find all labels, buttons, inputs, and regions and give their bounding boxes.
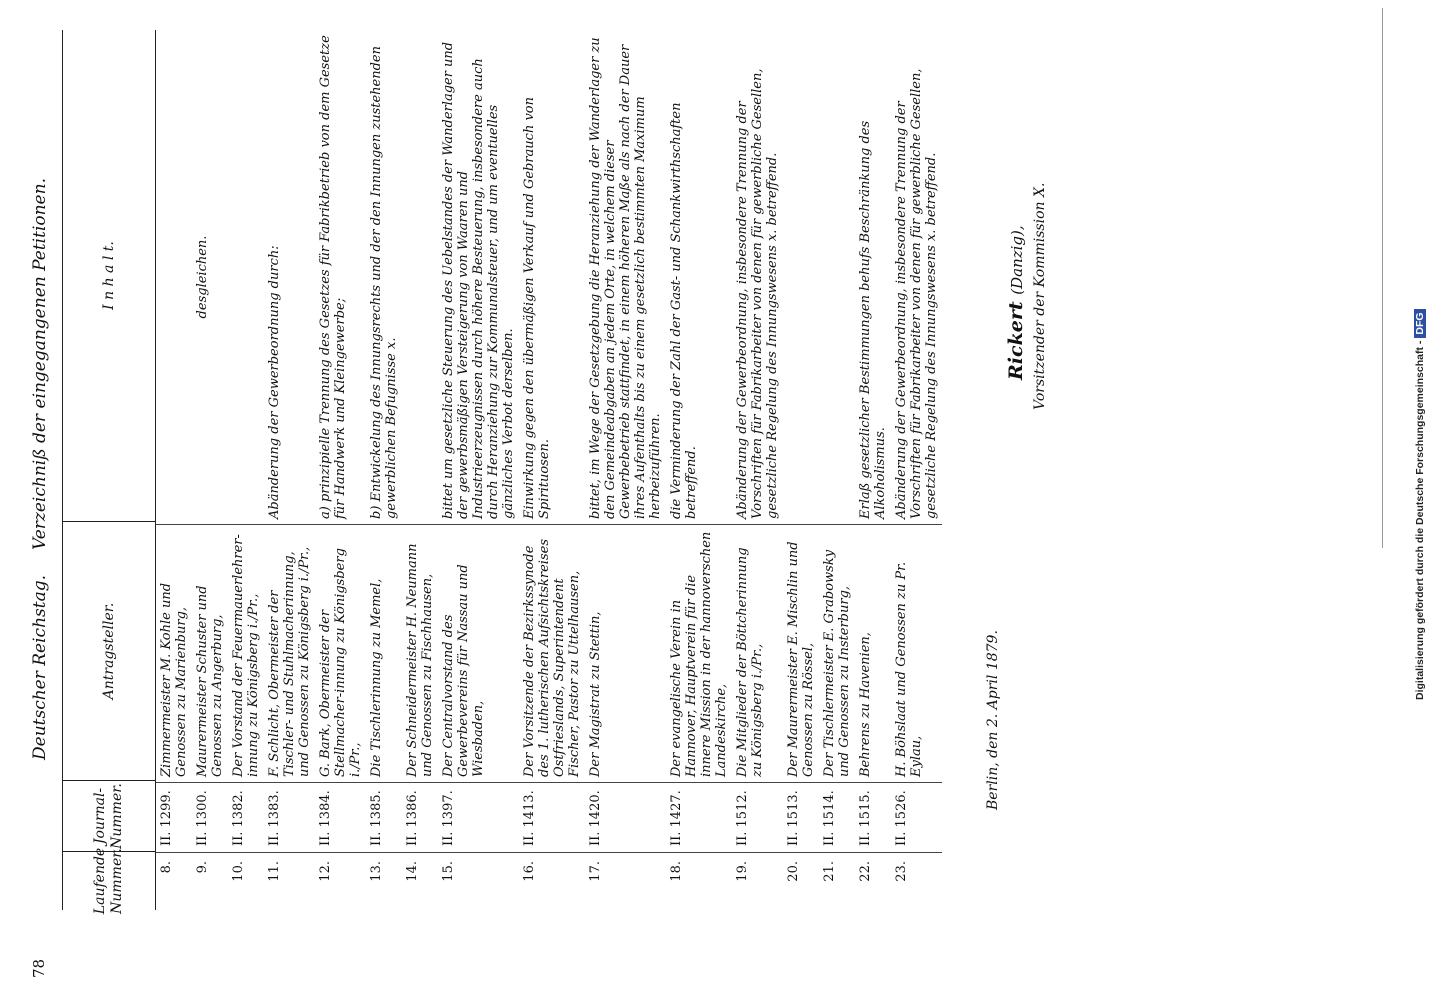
row-journal-nummer: II. 1420. [585,782,666,852]
table-row [156,30,192,910]
table-row [783,30,819,910]
row-laufende-nummer: 20. [783,852,819,910]
signatory [1005,225,1027,380]
margin-rule [1382,8,1383,548]
running-head-left: Deutscher Reichstag. [30,575,50,760]
row-inhalt [402,30,438,524]
row-laufende-nummer: 22. [855,852,891,910]
row-antragsteller: Der Vorstand der Feuermauerlehrer-innung zu Königsberg i./Pr., [228,524,264,782]
row-laufende-nummer: 12. [315,852,366,910]
row-laufende-nummer: 11. [264,852,315,910]
row-journal-nummer: II. 1512. [732,782,783,852]
row-antragsteller: Der Vorsitzende der Bezirkssynode des 1. lutherischen Aufsichtskreises Ostfrieslands, Superintendent Fischer, Pastor zu Uttelhausen, [519,524,585,782]
row-antragsteller: Der Schneidermeister H. Neumann und Genossen zu Fischhausen, [402,524,438,782]
running-head-right: Verzeichniß der eingegangenen Petitionen. [30,178,50,550]
row-laufende-nummer: 16. [519,852,585,910]
row-inhalt [819,30,855,524]
row-inhalt: bittet, im Wege der Gesetzgebung die Heranziehung der Wanderlager zu den Gemeindeabgaben an jedem Orte, in welchem dieser Gewerbebetrieb stattfindet, in einem höheren Maße als nach der Dauer ihres Aufenthalts bis zu einem gesetzlich bestimmten Maximum herbeizuführen. [588,37,663,519]
table-row [438,30,519,910]
credit-text: Digitalisierung gefördert durch die Deutsche Forschungsgemeinschaft - [1414,340,1426,700]
table-header [62,30,156,915]
table-row [666,30,732,910]
row-laufende-nummer: 19. [732,852,783,910]
table-row [855,30,891,910]
row-laufende-nummer: 21. [819,852,855,910]
row-antragsteller: Maurermeister Schuster und Genossen zu Angerburg, [192,524,228,782]
row-antragsteller: Die Tischlerinnung zu Memel, [366,524,402,782]
row-inhalt: die Verminderung der Zahl der Gast- und Schankwirthschaften betreffend. [669,102,699,519]
digitization-credit [1412,0,1432,1000]
row-journal-nummer: II. 1384. [315,782,366,852]
row-laufende-nummer: 8. [156,852,192,910]
header-antragsteller: Antragsteller. [63,521,155,780]
row-journal-nummer: II. 1382. [228,782,264,852]
row-inhalt [783,30,819,524]
row-inhalt: Einwirkung gegen den übermäßigen Verkauf und Gebrauch von Spirituosen. [522,96,552,519]
row-antragsteller: Die Mitglieder der Böttcherinnung zu Königsberg i./Pr., [732,524,783,782]
row-journal-nummer: II. 1513. [783,782,819,852]
row-inhalt [228,30,264,524]
header-inhalt: I n h a l t. [100,241,117,310]
signatory-place: (Danzig), [1008,225,1026,295]
table-row [228,30,264,910]
row-inhalt: a) prinzipielle Trennung des Gesetzes für Fabrikbetrieb von dem Gesetze für Handwerk und Kleingewerbe; [318,35,348,519]
table-body [156,30,942,910]
footer-date: Berlin, den 2. April 1879. [985,630,1001,810]
row-inhalt: Erlaß gesetzlicher Bestimmungen behufs Beschränkung des Alkoholismus. [858,120,888,519]
row-inhalt: b) Entwickelung des Innungsrechts und der den Innungen zustehenden gewerblichen Befugnisse x. [369,46,399,519]
row-laufende-nummer: 23. [891,852,942,910]
row-inhalt: Abänderung der Gewerbeordnung durch: [267,245,282,519]
row-journal-nummer: II. 1300. [192,782,228,852]
row-journal-nummer: II. 1386. [402,782,438,852]
row-journal-nummer: II. 1514. [819,782,855,852]
row-antragsteller: Der Tischlermeister E. Grabowsky und Genossen zu Insterburg, [819,524,855,782]
row-antragsteller: H. Böhslaat und Genossen zu Pr. Eylau, [891,524,942,782]
table-row [264,30,315,910]
row-journal-nummer: II. 1397. [438,782,519,852]
row-laufende-nummer: 10. [228,852,264,910]
table-row [192,30,228,910]
signatory-role: Vorsitzender der Kommission X. [1032,182,1048,410]
table-row [585,30,666,910]
row-antragsteller: G. Bark, Obermeister der Stellmacher-innung zu Königsberg i./Pr., [315,524,366,782]
row-laufende-nummer: 14. [402,852,438,910]
row-laufende-nummer: 18. [666,852,732,910]
row-journal-nummer: II. 1299. [156,782,192,852]
row-laufende-nummer: 17. [585,852,666,910]
row-antragsteller: Zimmermeister M. Kohle und Genossen zu Marienburg, [156,524,192,782]
row-inhalt [156,30,192,524]
row-journal-nummer: II. 1413. [519,782,585,852]
row-inhalt: bittet um gesetzliche Steuerung des Uebelstandes der Wanderlager und der gewerbsmäßigen Versteigerung von Waaren und Industrieerzeugnissen durch höhere Besteuerung, insbesondere auch durch Heranziehung zur Kommunalsteuer, und um eventuelles gänzliches Verbot derselben. [441,41,516,519]
table-row [366,30,402,910]
page-number: 78 [30,958,48,978]
row-antragsteller: F. Schlicht, Obermeister der Tischler- und Stuhlmacherinnung, und Genossen zu Königsberg i./Pr., [264,524,315,782]
table-row [402,30,438,910]
row-journal-nummer: II. 1515. [855,782,891,852]
table-row [315,30,366,910]
row-inhalt: Abänderung der Gewerbeordnung, insbesondere Trennung der Vorschriften für Fabrikarbeiter von denen für gewerbliche Gesellen, gesetzliche Regelung des Innungswesens x. betreffend. [894,68,939,519]
table-row [819,30,855,910]
dfg-logo: DFG [1414,309,1426,337]
row-journal-nummer: II. 1526. [891,782,942,852]
signatory-name: Rickert [1005,301,1027,380]
row-inhalt: Abänderung der Gewerbeordnung, insbesondere Trennung der Vorschriften für Fabrikarbeiter von denen für gewerbliche Gesellen, gesetzliche Regelung des Innungswesens x. betreffend. [735,68,780,519]
table-row [891,30,942,910]
row-journal-nummer: II. 1383. [264,782,315,852]
row-laufende-nummer: 9. [192,852,228,910]
table-row [519,30,585,910]
row-laufende-nummer: 15. [438,852,519,910]
table-row [732,30,783,910]
row-journal-nummer: II. 1385. [366,782,402,852]
row-journal-nummer: II. 1427. [666,782,732,852]
row-antragsteller: Behrens zu Havenien, [855,524,891,782]
row-antragsteller: Der evangelische Verein in Hannover, Hauptverein für die innere Mission in der hannoverschen Landeskirche, [666,524,732,782]
row-antragsteller: Der Maurermeister E. Mischlin und Genossen zu Rössel, [783,524,819,782]
header-journal-nummer: Journal- Nummer. [63,780,155,851]
row-laufende-nummer: 13. [366,852,402,910]
petitions-table [62,30,942,915]
row-antragsteller: Der Centralvorstand des Gewerbevereins für Nassau und Wiesbaden, [438,524,519,782]
row-antragsteller: Der Magistrat zu Stettin, [585,524,666,782]
header-laufende-nummer: Laufende Nummer. [63,851,155,910]
row-inhalt: desgleichen. [195,235,210,319]
